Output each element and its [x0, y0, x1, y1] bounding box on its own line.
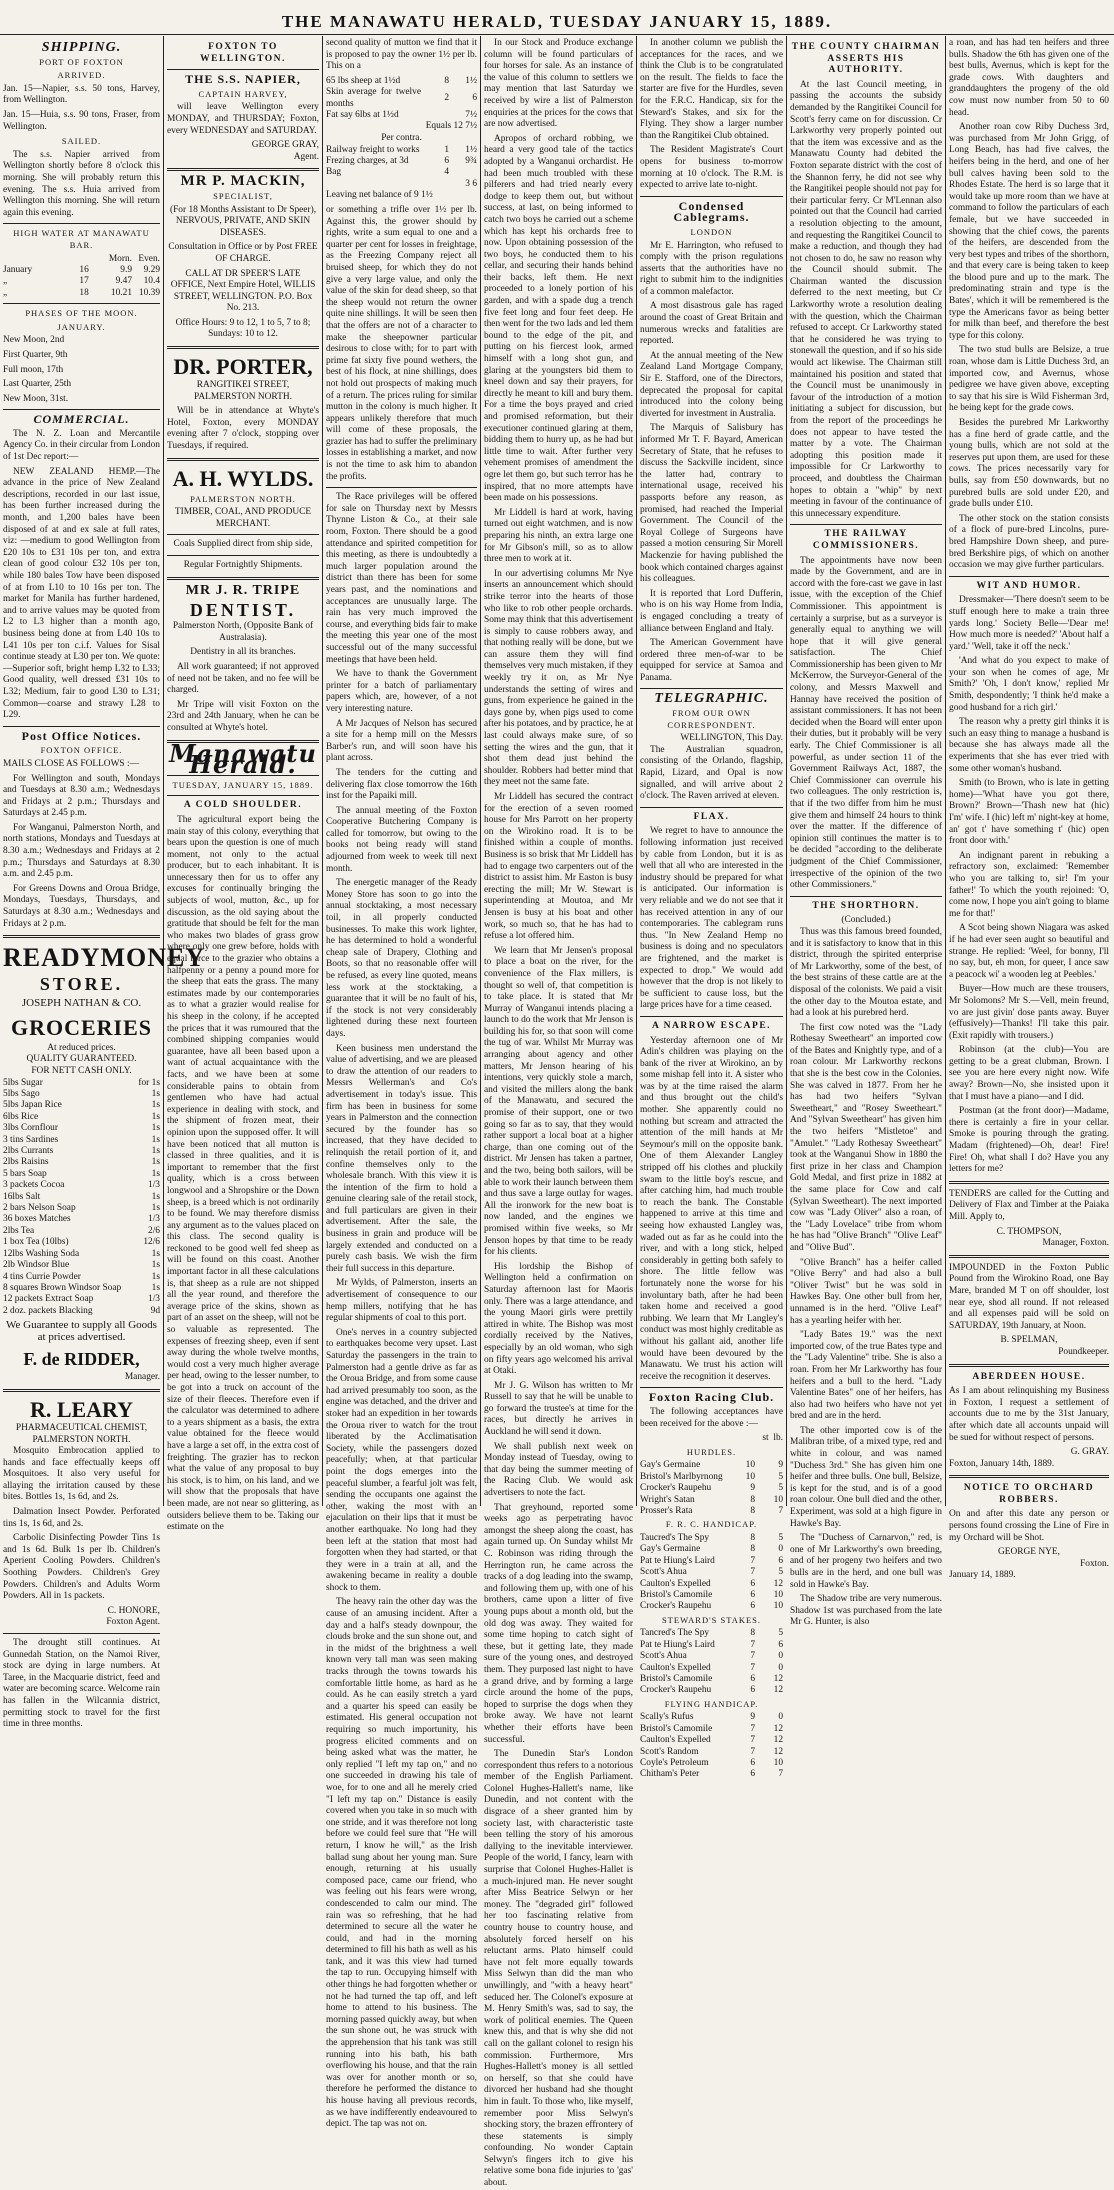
divider	[949, 576, 1109, 577]
wylds-town: PALMERSTON NORTH.	[190, 493, 296, 504]
paragraph: The other stock on the station consists of a flock of pure-bred Lincolns, pure-bred Hampshire Down sheep, and pure-bred Berkshire pigs, of which on another occasion we may give further particulars.	[949, 513, 1109, 571]
table-row: Fat say 6lbs at 1½d 7½	[326, 110, 477, 120]
mackin-title: SPECIALIST,	[213, 190, 273, 201]
paragraph: The drought still continues. At Gunnedah Station, on the Namoi River, stock are dying in large numbers. At Taree, in the Macquarie district, feed and water are becoming scarce. Welcome rain has fallen in the Wilcannia district, permitting stock to travel for the first time in three months.	[3, 1638, 160, 1730]
column-5	[637, 36, 786, 1780]
tripe-name: MR J. R. TRIPE	[185, 582, 301, 598]
divider	[3, 223, 160, 224]
table-row: Prosser's Rata 8 7	[640, 1505, 783, 1516]
chemist-town: PALMERSTON NORTH.	[32, 1434, 131, 1445]
table-row: 5lbs Japan Rice 1s	[3, 1100, 160, 1111]
paragraph: a roan, and has had ten heifers and three bulls. Shadow the 6th has given one of the best bulls, Avernus, which is kept for the grade cows. With daughters and granddaughters the progeny of the old cow must now number from 50 to 60 head.	[949, 38, 1109, 118]
paragraph: The agricultural export being the main stay of this colony, everything that bears upon the question is one of much moment, not only to the actual producer, but to each inhabitant. It is unnecessary then for us to offer any excuses for continually bringing the subjects of wool, mutton, &c., up for discussion, as the old saying about the gratitude that should be felt for the man who makes two blades of grass grow where only one grew before, holds with equal force to the grazier who obtains a halfpenny or a penny a pound more for the sheep that eats the grass. The many estimates made by our contemporaries as to what a grazier would realise for his sheep in the colony, if he accepted the prices that it was rumoured that the combined shipping companies would guarantee, have all been based upon a want of actual acquaintance with the facts, and we have been at some considerable pains to obtain from gentlemen who have had actual experience in dealing with stock, and the shipment of frozen meat, their opinion upon the supposed offer. It will have been noticed that all mutton is classed in three qualities, and it is important to remember that the first quality, which is a cross between longwool and a Shropshire or the Down sheep, is a breed which is not ordinarily to be found. We may therefore dismiss any argument as to the values placed on this class. The second quality is reckoned to be good well fed sheep as will be found on this coast. Another important factor in all these calculations is, that sheep as a rule are not shipped all the year round, and therefore the average price of the skins, shown as part of an asset on the sheep, will not be so valuable as represented. The expenses of freezing sheep, even if sent away during the whole twelve months, would cost a very much higher average per head, owing to the lesser number, to be got into a truck on account of the size of their fleeces. Therefore even if the calculator was determined to adhere to a years shipment as a basis, the extra value obtained for the fleece would have a large a set off, in the extra cost of freighting. The grazier has to reckon what the value of any proposal to buy his stock, is to him, on his land, and we will show that the proposals that have been made, are not near so glittering, as outsiders believe them to be. Taking our estimate on the	[167, 814, 319, 1533]
divider	[167, 795, 319, 796]
herald-nameplate: Manawatu Herald.	[169, 738, 317, 780]
column-4	[481, 36, 636, 2189]
paragraph: The American Government have ordered three men-of-war to be equipped for service at Samoa and Panama.	[640, 638, 783, 683]
leary-name: R. LEARY	[29, 1396, 134, 1422]
paragraph: second quality of mutton we find that it is proposed to pay the owner 1½ per lb. This on a	[326, 38, 477, 72]
table-row: 5lbs Sugar for 1s	[3, 1077, 160, 1088]
table-row: 12 packets Extract Soap 1/3	[3, 1294, 160, 1305]
concluded-label: (Concluded.)	[841, 915, 891, 926]
divider	[640, 807, 783, 808]
paragraph: Apropos of orchard robbing, we heard a very good tale of the tactics adopted by a Wanganui orchardist. He had been much troubled with these pilferers and had tried nearly every dodge to keep them out, but without success, at last, on being informed to catch two boys he carried out a scheme which has kept his orchards free to now. Upon obtaining possession of the two boys, he conducted them to his cellar, and securing their hands behind their backs, left them. He next proceeded to a lonely portion of his garden, and with a spade dug a trench five feet long and four feet deep. He then went for the two lads and led them bound to the edge of the pit, and putting on his fiercest look, armed himself with a long shot gun, and glaring at the youngsters bid them to kneel down and say their prayers, for directly he meant to kill and bury them. For a time the boys prayed and cried and promised reformation, but their executioner continued glaring at them, bidding them to hurry up, as he had but little time to wait. After further very vehement promises of amendment the ogre let them go, but such terror has he inspired, that no more attempts have been made on his possessions.	[484, 133, 633, 504]
nye-date: January 14, 1889.	[949, 1570, 1016, 1581]
nett-line: FOR NETT CASH ONLY.	[31, 1066, 132, 1076]
table-row: 2lbs Tea 2/6	[3, 1225, 160, 1236]
paragraph: Keen business men understand the value of advertising, and we are pleased to draw the attention of our readers to Messrs Wellerman's and Co's advertisement in today's issue. This firm has been in business for some years in Palmerston and the connection secured by the founder has so increased, that they have decided to relinquish the retail portion of it, and confine themselves only to the wholesale branch. With this view it is the intention of the firm to hold a genuine clearing sale of the retail stock, and full particulars are given in their advertisement. After the sale, the business in grain and produce will be largely extended and conducted on a purely cash basis. We wish the firm their full success in this departure.	[326, 1043, 477, 1274]
paragraph: Dentistry in all its branches.	[190, 647, 296, 658]
list-item: Last Quarter, 25th	[3, 379, 72, 390]
table-row: Pat te Hiung's Laird 7 6	[640, 1555, 783, 1566]
table-row: 2lb Windsor Blue 1s	[3, 1260, 160, 1271]
divider	[3, 303, 160, 304]
paragraph: Mr Liddell is hard at work, having turned out eight watchmen, and is now preparing his ninth, an extra large one for Mr Gibson's mill, so as to allow three men to work at it.	[484, 507, 633, 565]
edition-date: TUESDAY, JANUARY 15, 1889.	[172, 779, 314, 790]
paragraph: One's nerves in a country subjected to earthquakes become very upset. Last Saturday the passengers in the train to Palmerston had a gentle drive as far as the Oroua Bridge, and from some cause had arrived presumably too soon, as the engine was detached, and the driver and stoker had an expedition in her towards the Oroua river to watch for the trout liberated by the Acclimatisation Society, while the passengers dozed peacefully; when, at that particular point the dogs emerges into the peaceful slumber, a fearful jolt was felt, sending the occupants one against the other, waking the most with an ejaculation on their lips that it must be another earthquake. No long had they been left at the station that most had forgotten when they had started, or that they were in a train at all, and the awakening became in reality a double shock to them.	[326, 1327, 477, 1593]
flying-table	[640, 1712, 783, 1780]
arrived-heading: ARRIVED.	[57, 70, 106, 81]
table-row: January 16 9.9 9.29	[3, 264, 160, 275]
paragraph: On and after this date any person or persons found crossing the Line of Fire in my Orchard will be Shot.	[949, 1509, 1109, 1543]
paragraph: Mr Tripe will visit Foxton on the 23rd and 24th January, when he can be consulted at Whyte's hotel.	[167, 699, 319, 733]
paragraph: The annual meeting of the Foxton Cooperative Butchering Company is called for tomorrow, but owing to the books not being ready will stand adjourned from week to week till next month.	[326, 805, 477, 874]
table-row: 2 doz. packets Blacking 9d	[3, 1305, 160, 1316]
porter-name: DR. PORTER,	[173, 354, 313, 380]
table-row: Chitham's Peter 6 7	[640, 1769, 783, 1780]
table-row: 8 squares Brown Windsor Soap 1s	[3, 1282, 160, 1293]
stewards-table	[640, 1628, 783, 1696]
divider	[167, 346, 319, 349]
table-row: 2lbs Currants 1s	[3, 1146, 160, 1157]
gray-title: Agent.	[293, 151, 319, 162]
paragraph: Consultation in Office or by Post FREE OF CHARGE.	[168, 242, 318, 264]
table-row: Scott's Ahua 7 5	[640, 1567, 783, 1578]
manager-label: Manager.	[124, 1372, 160, 1383]
sailed-heading: SAILED.	[61, 136, 102, 147]
table-row: 12lbs Washing Soda 1s	[3, 1248, 160, 1259]
wylds-name: A. H. WYLDS.	[172, 465, 314, 491]
telegraphic-heading: TELEGRAPHIC.	[654, 691, 769, 707]
chemist-title: PHARMACEUTICAL CHEMIST,	[15, 1422, 148, 1433]
list-item: First Quarter, 9th	[3, 349, 68, 360]
nye-town: Foxton.	[1080, 1558, 1109, 1569]
stewards-heading: STEWARD'S STAKES.	[661, 1614, 762, 1625]
paragraph: (For 18 Months Assistant to Dr Speer), NERVOUS, PRIVATE, AND SKIN DISEASES.	[169, 204, 317, 238]
table-row: 16lbs Salt 1s	[3, 1191, 160, 1202]
divider	[640, 196, 783, 197]
shipping-heading: SHIPPING.	[41, 40, 122, 55]
masthead: THE MANAWATU HERALD, TUESDAY JANUARY 15, 1889.	[281, 12, 833, 31]
paragraph: The reason why a pretty girl thinks it is such an easy thing to manage a husband is because she has always made all the experiments that she has ever tried with some other woman's husband.	[949, 717, 1109, 774]
paragraph: At the last Council meeting, in passing the accounts the subsidy demanded by the Rangitikei Council for Scott's ferry came on for discussion. Cr Larkworthy very properly pointed out that the item was excessive and as the Manawatu County had debited the Foxton separate district with the cost of the Shannon ferry, he did not see why the Rangitikei people should not pay for their particular ferry. Cr M'Lennan also pointed out that the Council had carried a resolution objecting to the amount, and requesting the Rangitikei Council to make a reduction, and though they had not chosen to do, he saw no reason why the Council should submit. The Chairman wanted the discussion deferred to the next meeting, but Cr Larkworthy wrote a resolution dealing with the question, which the Chairman refused to accept. Cr Larkworthy stated that he considered he was trying to stonewall the question, and if so his side would act likewise. The Chairman still maintained his position and stated that the Council must be unanimously in favour of the introduction of a motion initiating a subject for discussion, but from the report of the proceedings he does not appear to have tested the matter by a vote. The Chairman adopting this position made it impossible for Cr Larkworthy to proceed, and doubtless the Chairman hopes to obtain a "whip" by next meeting in favour of the continuance of this unnecessary expenditure.	[790, 79, 942, 519]
balance-line: Leaving net balance of 9 1½	[326, 190, 433, 201]
store-title: STORE.	[39, 974, 124, 995]
paragraph: NEW ZEALAND HEMP.—The advance in the price of New Zealand descriptions, recorded in our last issue, has been further increased during the month, and 1,200 bales have been disposed of at and ex sale at full rates, viz: —medium to good Wellington from £20 10s to £31 10s per ton, and extra clean of good colour £32 10s per ton, while 180 bales Tow have been disposed of at from L10 to 10 16s per ton. The market for Manila has further hardened, and to arrive values may be quoted from L2 to L3 higher than a month ago, business being done at from L40 10s to L41 10s per ton c.i.f. Values for Sisal continue steady at L30 per ton. We quote: —Superior soft, bright hemp L32 to L33; Good quality, well dressed £31 10s to L32; Medium, fair to good L30 to L31; Common—coarse and strawy L28 to L29.	[3, 466, 160, 721]
paragraph: The first cow noted was the "Lady Rothesay Sweetheart" an imported cow of the Bates and Knightly type, and of a roan colour. Mr Larkworthy reckons that she is the best cow in the Colonies. She was calved in 1877. From her he has had two heifers "Sylvan Sweetheart," and "Rosey Sweetheart." And "Sylvan Sweetheart" has given him the two heifers "Mistletoe" and "Amulet." "Lady Rothesay Sweetheart" took at the Wanganui Show in 1880 the first prize in her class and Champion Gold Medal, and first prize in 1882 at the same place for Cow and calf (Sylvan Sweetheart). The next imported cow was "Lady Oliver" also a roan, of the "Lady Lovelace" tribe from whom he has had "Olive Branch" "Olive Leaf" and "Olive Bud".	[790, 1022, 942, 1253]
divider	[949, 1255, 1109, 1258]
timber-line: TIMBER, COAL, AND PRODUCE MERCHANT.	[174, 507, 312, 529]
arrival-entry: Jan. 15—Huia, s.s. 90 tons, Fraser, from Wellington.	[3, 109, 160, 132]
frc-table	[640, 1533, 783, 1613]
divider	[167, 555, 319, 556]
table-row: Gay's Germaine 8 0	[640, 1544, 783, 1555]
impounded-notice: IMPOUNDED in the Foxton Public Pound from the Wirokino Road, one Bay Mare, branded M T on off shoulder, lost near eye, shod all round. If not released and all expenses paid will be sold on SATURDAY, 19th January, at Noon.	[949, 1262, 1109, 1331]
napier-heading: THE S.S. NAPIER,	[185, 72, 301, 87]
paragraph: As I am about relinquishing my Business in Foxton, I request a settlement of accounts due to me by the 31st January, after which date all accounts unpaid will be sued for without respect of persons.	[949, 1386, 1109, 1443]
paragraph: will leave Wellington every MONDAY, and THURSDAY; Foxton, every WEDNESDAY and SATURDAY.	[167, 102, 319, 136]
flax-heading: FLAX.	[693, 811, 730, 822]
paragraph: Mr E. Harrington, who refused to comply with the prison regulations asserts that the authorities have no right to submit him to the indignities of a common malefactor.	[640, 240, 783, 297]
paragraph: Dressmaker—'There doesn't seem to be stuff enough here to make a train three yards long.' Society Belle—'Dear me! How much more is needed?' 'About half a yard.' 'Well, take it off the neck.'	[949, 595, 1109, 652]
paragraph: It is reported that Lord Dufferin, who is on his way Home from India, is engaged concluding a treaty of alliance between England and Italy.	[640, 588, 783, 634]
paragraph: Besides the purebred Mr Larkworthy has a fine herd of grade cattle, and the young bulls, which are not sold at the reserves put upon them, are used for these cows. The prices necessarily vary for bulls, say from £50 downwards, but no purebred bulls are sold under £20, and grade bulls under £10.	[949, 418, 1109, 510]
table-row: Bristol's Camomile 6 10	[640, 1589, 783, 1600]
high-water-heading: HIGH WATER AT MANAWATU BAR.	[13, 228, 150, 250]
table-row: 2 bars Nelson Soap 1s	[3, 1203, 160, 1214]
paragraph: "Olive Branch" has a heifer called "Olive Berry" and had also a bull "Oliver Twist" but he was sold in Hawkes Bay. One other bull from her, unnamed is in the herd. "Olive Leaf" has a yearling heifer with her.	[790, 1257, 942, 1326]
thompson-title: Manager, Foxton.	[1042, 1238, 1109, 1249]
paragraph: The Resident Magistrate's Court opens for business to-morrow morning at 10 o'clock. The R.M. is expected to arrive late to-night.	[640, 145, 783, 191]
readymoney-title: READYMONEY	[3, 943, 206, 973]
paragraph: For Wanganui, Palmerston North, and north stations, Mondays and Tuesdays at 8.30 a.m.; Wednesdays and Fridays at 2 p.m.; Thursdays and Saturdays at 8.30 a.m. and 2.45 p.m.	[3, 822, 160, 880]
hurdles-table	[640, 1460, 783, 1517]
correspondent-line: FROM OUR OWN CORRESPONDENT.	[667, 708, 756, 730]
table-row: Gay's Germaine 10 9	[640, 1460, 783, 1471]
column-6	[787, 36, 945, 1628]
dentist-title: DENTIST.	[189, 600, 297, 621]
groceries-table	[3, 1078, 160, 1318]
paragraph: All work guaranteed; if not approved of need not be taken, and no fee will be charged.	[167, 661, 319, 696]
paragraph: MAILS CLOSE AS FOLLOWS :—	[3, 758, 139, 769]
table-row: 2lbs Raisins 1s	[3, 1157, 160, 1168]
moon-month: JANUARY.	[57, 321, 106, 332]
list-item: New Moon, 31st.	[3, 393, 69, 404]
paragraph: For Wellington and south, Mondays and Tuesdays at 8.30 a.m.; Wednesdays and Fridays at 2 p.m.; Thursdays and Saturdays at 2.45 p.m.	[3, 773, 160, 819]
table-row: Bristol's Marlbyrnong 10 5	[640, 1471, 783, 1482]
column-3	[323, 36, 480, 2130]
paragraph: The following acceptances have been received for the above :—	[640, 1406, 783, 1429]
post-office-subheading: FOXTON OFFICE.	[40, 745, 123, 756]
mutton-table	[326, 76, 477, 122]
equals-line: Equals 12 7½	[425, 121, 477, 132]
honore-title: Foxton Agent.	[106, 1617, 160, 1628]
table-row: Railway freight to works 1 1½	[326, 144, 477, 155]
paragraph: The Marquis of Salisbury has informed Mr T. F. Bayard, American Secretary of State, that he refuses to discuss the Sackville incident, since the latter had, contrary to international usage, received his passports before any reason, as promised, had reached the Imperial Government. The Council of the Royal College of Surgeons have passed a motion censuring Sir Morell Mackenzie for having published the book which contained charges against his colleagues.	[640, 423, 783, 585]
railway-heading: THE RAILWAY COMMISSIONERS.	[812, 529, 920, 551]
racing-heading: Foxton Racing Club.	[648, 1390, 775, 1405]
table-row: Coyle's Petroleum 6 10	[640, 1758, 783, 1768]
paragraph: The energetic manager of the Ready Money Store has soon to go into the annual stocktaking, a most necessary toil, in all properly conducted businesses. To make this work lighter, he has determined to hold a wonderful cheap sale of Drapery, Clothing and Boots, so that no reasonable offer will be refused, as every line quoted, means less work at the stocktaking, a guarantee that it will be no fault of his, if the stock is not very considerably lightened during these next fourteen days.	[326, 878, 477, 1039]
divider	[167, 458, 319, 461]
paragraph: Another roan cow Riby Duchess 3rd, was purchased from Mr John Grigg, of Long Beach, has had five calves, the heifers being in the herd, and one of her bull calves having been sold to the Rhodes Estate. The herd is so large that it would take up more room than we have at command to follow the particulars of each female, but we have succeeded in showing that the chief cows, the parents of the heifers, are descended from the very best types and tribes of the shorthorn, and that every care is being taken to keep the blood pure and up to the mark. The predominating strain and type is the Bates', which it will be remembered is the type the Americans favor as being better for milk than beef, and therefore the best type for this colony.	[949, 122, 1109, 341]
paragraph: The Dunedin Star's London correspondent thus refers to a notorious member of the English Parliament. Colonel Hughes-Hallett's name, like Dunedin, and not content with the disgrace of a sheer granted him by society last, with characteristic taste been telling the story of his amorous dallying to the inevitable interviewer. People of the world, I fancy, learn with surprise that Colonel Hughes-Hallet is a much-injured man. He never sought after Miss Beatrice Selwyn or her money. The "degraded girl" followed her too fascinating relative from country house to country house, and absolutely forced herself on his reluctant arms. Plato himself could have not felt more equally towards Miss Selwyn than did the man who unwillingly, and "with a heavy heart" seduced her. The Colonel's exposure at M. Henry Smith's was, sad to say, the work of political enemies. The Queen knew this, and that is why she did not call on the gallant colonel to resign his commission. Furthermore, Mrs Hughes-Hallett's money is all settled on herself, so that she could have divorced her husband had she thought him in fault. To those who, like myself, remember poor Miss Selwyn's shocking story, the brazen effrontery of these statements is simply confounding. No wonder Captain Selwyn's fingers itch to give his relative some bona fide injuries to 'gas' about.	[484, 1749, 633, 2189]
regular-line: Regular Fortnightly Shipments.	[183, 560, 303, 570]
table-row: 3 packets Cocoa 1/3	[3, 1180, 160, 1191]
column-1	[0, 36, 206, 1730]
table-row: 4 tins Currie Powder 1s	[3, 1271, 160, 1282]
escape-heading: A NARROW ESCAPE.	[651, 1020, 772, 1031]
paragraph: For Greens Downs and Oroua Bridge, Mondays, Tuesdays, Thursdays, and Saturdays at 8.30 a.m.; Wednesdays and Fridays at 2 p.m.	[3, 883, 160, 929]
divider	[3, 409, 160, 410]
table-row: Scott's Ahua 7 0	[640, 1651, 783, 1662]
paragraph: 'And what do you expect to make of your son when he comes of age, Mr Smith?' 'Oh, I don't know,' replied Mr Smith, despondently; 'I think he'd make a good husband for a rich girl.'	[949, 656, 1109, 713]
table-row: Scally's Rufus 9 0	[640, 1712, 783, 1723]
table-row: Taucred's The Spy 8 5	[640, 1532, 783, 1543]
charges-table	[326, 145, 477, 179]
paragraph: Yesterday afternoon one of Mr Adin's children was playing on the bank of the river at Wirokino, an by some mishap fell into it. A sister who was by at the time raised the alarm and thus brought out the child's mother. She apparently could no nothing but scream and attracted the attention of the mill hands at Mr Seymour's mill on the opposite bank. One of them Alexander Langley stripped off his clothes and pluckily swam to the little boy's rescue, and after catching him, had much trouble to reach the bank. The Constable happened to arrive at this time and seeing how exhausted Langley was, waded out as far as he could into the river, and with a long stick, helped considerably in getting both safely to shore. The little fellow was fortunately none the worse for his involuntary bath, after he had been taken home and received a good rubbing. We learn that Mr Langley's conduct was most highly creditable as without his gallant aid, another life would have been devoured by the Manawatu. We trust his action will receive the recognition it deserves.	[640, 1035, 783, 1382]
table-row: Caulton's Expelled 7 0	[640, 1662, 783, 1673]
cold-shoulder-heading: A COLD SHOULDER.	[183, 800, 303, 811]
table-row: Frezing charges, at 3d 6 9¾	[326, 156, 477, 166]
paragraph: The tenders for the cutting and delivering flax close tomorrow the 16th inst for the Papaiki mill.	[326, 767, 477, 802]
paragraph: The other imported cow is of the Malibran tribe, of a mixed type, red and white in colour, and was named "Duchess 3rd." She has given him one heifer and three bulls. One bull, Belsize, is kept for the stud, and is of a good roan colour. One bull died and the other, Experiment, was sold at a high figure in Hawke's Bay.	[790, 1425, 942, 1529]
paragraph: In another column we publish the acceptances for the races, and we think the Club is to be congratulated on the result. The fields to face the starter are five for the Hurdles, seven for the F.R.C. Handicap, six for the Steward's Stakes, and six for the Flying. They show a larger number than the Rangitikei Club obtained.	[640, 38, 783, 141]
spelman-title: Poundkeeper.	[1058, 1346, 1109, 1357]
paragraph: In our Stock and Produce exchange column will be found particulars of four horses for sale. As an instance of the value of this column to settlers we may mention that last Saturday we received by wire a list of Palmerston enquiries at the prices for the cows that are now advertised.	[484, 38, 633, 130]
table-row: Bristol's Camomile 7 12	[640, 1723, 783, 1734]
paragraph: We shall publish next week on Monday instead of Tuesday, owing to that day being the summer meeting of the Racing Club. We would ask advertisers to note the fact.	[484, 1441, 633, 1499]
paragraph: The Race privileges will be offered for sale on Thursday next by Messrs Thynne Liston & Co., at their sale room, Foxton. There should be a good attendance and spirited competition for this meeting, as there is undoubtedly a much larger population around the district than there has been for some years past, and the nominations and acceptances are unusually large. The rain has very much improved the course, and everything bids fair to make the meeting this year one of the most successful out of the many successful meetings that have been held.	[326, 492, 477, 665]
divider	[640, 1387, 783, 1388]
paragraph: Carbolic Disinfecting Powder Tins 1s and 1s 6d. Bulk 1s per lb. Children's Aperient Cooling Powders. Children's Soothing Powders. Children's Grey Powders. Children's and Adults Worm Powders. All in 1s packets.	[3, 1533, 160, 1602]
table-row: 6lbs Rice 1s	[3, 1111, 160, 1122]
paragraph: The two stud bulls are Belsize, a true roan, whose dam is Little Duchess 3rd, an imported cow, and Avernus, whose pedigree we have given above, excepting to say that his sire is Wild Fisherman 3rd, he being kept for the grade cows.	[949, 345, 1109, 414]
divider	[949, 1181, 1109, 1184]
paragraph: Palmerston North, (Opposite Bank of Australasia).	[172, 621, 314, 643]
table-row: Tancred's The Spy 8 5	[640, 1628, 783, 1639]
paragraph: We learn that Mr Jensen's proposal to place a boat on the river, for the convenience of the Flax millers, is thought so well of, that competition is to take place. It is stated that Mr Murray of Wanganui intends placing a launch to do the work that Mr Jenson is building his for, so that soon will come the tug of war. Whilst Mr Murray was arranging about agency and other matters, Mr Jenson hearing of his intentions, very quickly stole a march, and visited the millers along the bank of the Manawatu, and secured the promise of their support, one or two going so far as to say, that they would rather support a local boat at a higher charge, than one coming out of the district. Mr Jensen has taken a partner, and the two, being both sailors, will be able to work their launch between them and thus save a large outlay for wages. All the ironwork for the new boat is now landed, and the engines we promised within five weeks, so Mr Jenson hopes by that time to be ready for his clients.	[484, 945, 633, 1258]
reduced-line: At reduced prices.	[47, 1042, 116, 1053]
table-row: Caulton's Expelled 6 12	[640, 1578, 783, 1589]
paragraph: A Mr Jacques of Nelson has secured a site for a hemp mill on the Messrs Barber's run, and will soon have his plant across.	[326, 718, 477, 764]
divider	[790, 896, 942, 897]
list-item: Full moon, 17th	[3, 364, 64, 375]
london-heading: LONDON	[690, 226, 733, 237]
table-row: Crocker's Raupehu 9 5	[640, 1483, 783, 1494]
table-row: 5 bars Soap 1s	[3, 1168, 160, 1179]
column-2	[164, 36, 322, 1533]
aberdeen-heading: ABERDEEN HOUSE.	[972, 1371, 1086, 1382]
table-row: 1 box Tea (10lbs) 12/6	[3, 1237, 160, 1248]
paragraph: CALL AT DR SPEER'S LATE OFFICE, Next Empire Hotel, WILLIS STREET, WELLINGTON. P.O. Box No. 213.	[170, 268, 316, 314]
divider	[167, 69, 319, 70]
table-row: Pat te Hiung's Laird 7 6	[640, 1639, 783, 1650]
sailed-text: The s.s. Napier arrived from Wellington shortly before 8 o'clock this morning. She will probably return this evening. The s.s. Huia arrived from Wellington this morning. She will return again this evening.	[3, 149, 160, 218]
paragraph: Smith (to Brown, who is late in getting home)—'What have you got there, Brown?' Brown—'Thash new hat (hic) I'm' wife. I (hic) left m' night-key at home, an' got t' have something t' (hic) open front door with.'	[949, 778, 1109, 847]
paragraph: An indignant parent in rebuking a refractory son, exclaimed: 'Remember who you are talking to, sir! I'm your father!' To which the youth rejoined: 'O, come now, I hope you ain't going to blame me for that!'	[949, 850, 1109, 919]
table-row: Crocker's Raupehu 6 12	[640, 1685, 783, 1696]
orchard-heading: NOTICE TO ORCHARD ROBBERS.	[963, 1483, 1095, 1505]
paragraph: We have to thank the Government printer for a batch of parliamentary papers which, are, however, of a not very interesting nature.	[326, 669, 477, 714]
paragraph: The N. Z. Loan and Mercantile Agency Co. in their circular from London of 1st Dec report:—	[3, 428, 160, 463]
table-row: Scott's Random 7 12	[640, 1746, 783, 1757]
frc-heading: F. R. C. HANDICAP.	[665, 1519, 758, 1530]
divider	[167, 534, 319, 535]
wit-heading: WIT AND HUMOR.	[976, 580, 1082, 591]
paragraph: Buyer—How much are these trousers, Mr Solomons? Mr S.—Vell, mein freund, vo are just givin' dose pants away. Buyer (effusively)—Thanks! I'll take this pair. (Exit rapidly with trousers.)	[949, 984, 1109, 1041]
list-item: New Moon, 2nd	[3, 335, 65, 346]
spelman-name: B. SPELMAN,	[1000, 1335, 1058, 1346]
table-row: 3 tins Sardines 1s	[3, 1134, 160, 1145]
dateline: WELLINGTON, This Day.	[680, 733, 783, 744]
paragraph: Mr J. G. Wilson has written to Mr Russell to say that he will be unable to go forward the trustee's at time for the races, but directly he arrives in Auckland he will send it down.	[484, 1380, 633, 1438]
paragraph: We regret to have to announce the following information just received by cable from London, but it is as well that all who are interested in the industry should be prepared for what is anticipated. Our information is very reliable and we do not see that it has received attention in any of our contemporaries. The cablegram runs thus. "In New Zealand Hemp no business is doing and no speculators are frightened, and the market is expected to drop." We would add however that the drop is not likely to be sufficient to cause loss, but the large prices have for a time ceased.	[640, 826, 783, 1011]
guarantee-line: We Guarantee to supply all Goods at prices advertised.	[6, 1319, 157, 1343]
table-row: Caulton's Expelled 7 12	[640, 1735, 783, 1746]
table-row: Bag 4	[326, 167, 449, 178]
commercial-heading: COMMERCIAL.	[33, 412, 130, 427]
divider	[949, 1475, 1109, 1478]
paragraph: Postman (at the front door)—Madame, there is certainly a fire in your cellar. Smoke is pouring through the grating. Madam (frightened)—Oh, dear! Fire! Fire! Oh, what shall I do? Have you any letters for me?	[949, 1106, 1109, 1175]
tide-table: Morn. Even. January 16 9.9 9.29 „ 17 9.47 10.4 „ 18 10.21 10.39	[3, 253, 160, 298]
table-row: 65 lbs sheep at 1½d 8 1½	[326, 75, 477, 86]
table-row: 5lbs Sago 1s	[3, 1089, 160, 1099]
cablegrams-heading: Condensed Cablegrams.	[673, 198, 750, 225]
divider	[3, 935, 160, 938]
paragraph: Thus was this famous breed founded, and it is satisfactory to know that in this district, through the spirited enterprise of Mr Larkworthy, some of the best, of the best strains of these cattle are at the disposal of the colonists. We paid a visit the other day to the Moutoa estate, and had a look at his purebred herd.	[790, 926, 942, 1019]
table-row: Crocker's Raupehu 6 10	[640, 1601, 783, 1612]
divider	[3, 1389, 160, 1392]
paragraph: "Lady Bates 19." was the next imported cow, of the true Bates type and the "Lady Valentine" tribe. She is also a roan. From her Mr Larkworthy has four heifers and a bull to the herd. "Lady Valentine Bates" one of her heifers, has also had two heifers who have not yet bred and are in the herd.	[790, 1330, 942, 1422]
port-heading: PORT OF FOXTON	[39, 56, 124, 67]
paragraph: Will be in attendance at Whyte's Hotel, Foxton, every MONDAY evening after 7 o'clock, stopping over Tuesdays, if required.	[167, 406, 319, 452]
paragraph: In our advertising columns Mr Nye inserts an announcement which should strike terror into the hearts of those who like to rob other people orchards. Some may think that this advertisement is simply to cause robbers away, and that nothing really will be done, but we can assure them they will find themselves very much mistaken, if they weekly try it on, as Mr Nye understands the setting of wires and guns, from experience he gained in the days gone by, when pigs used to come after his potatoes, and by practice, he at last could always make sure, of so setting the wires and the gun, that it shot them dead just behind the shoulder. Robbers had better mind that they meet not the same fate.	[484, 568, 633, 788]
coals-line: Coals Supplied direct from ship side,	[173, 539, 313, 550]
divider	[790, 524, 942, 525]
ridder-name: F. de RIDDER,	[23, 1349, 140, 1370]
table-row: 36 boxes Matches 1/3	[3, 1214, 160, 1225]
hurdles-heading: HURDLES.	[686, 1446, 737, 1457]
napier-captain: CAPTAIN HARVEY,	[198, 88, 288, 99]
paragraph: Mr Liddell has secured the contract for the erection of a seven roomed house for Mrs Parrott on her property on the Wirokino road. It is to be finished within a couple of months. Business is so brisk that Mr Liddell has had to engage two carpenters out of the district to assist him. Mr Easton is busy erecting the mill; Mr W. Stewart is superintending at Moutoa, and Mr Jensen is busy at his boat and other work, so much so, that he has had to refuse a lot offered him.	[484, 792, 633, 942]
shorthorn-heading: THE SHORTHORN.	[812, 900, 920, 911]
ftw-heading: FOXTON TO WELLINGTON.	[200, 42, 286, 64]
flying-heading: FLYING HANDICAP.	[664, 1698, 759, 1709]
paragraph: Dalmation Insect Powder. Perforated tins 1s, 1s 6d, and 2s.	[3, 1507, 160, 1529]
paragraph: Mr Wylds, of Palmerston, inserts an advertisement of consequence to our hemp millers, notifying that he has regular shipments of coal to this port.	[326, 1278, 477, 1324]
table-row: Skin average for twelve months 2 6	[326, 87, 477, 109]
paragraph: A Scot being shown Niagara was asked if he had ever seen aught so beautiful and strange. He replied: 'Weel, for bonny, I'll no say, but, eh mon, for queer, I ance saw a peacock wi' a wooden leg at Peebles.'	[949, 923, 1109, 980]
divider	[167, 577, 319, 580]
tenders-notice: TENDERS are called for the Cutting and Delivery of Flax and Timber at the Paiaka Mill. Apply to,	[949, 1188, 1109, 1222]
gray-date: Foxton, January 14th, 1889.	[949, 1458, 1055, 1469]
paragraph: RANGITIKEI STREET, PALMERSTON NORTH.	[194, 380, 292, 402]
nye-name: GEORGE NYE,	[998, 1547, 1060, 1558]
chairman-heading: THE COUNTY CHAIRMAN ASSERTS HIS AUTHORITY.	[791, 42, 941, 76]
arrival-entry: Jan. 15—Napier, s.s. 50 tons, Harvey, from Wellington.	[3, 83, 160, 106]
thompson-name: C. THOMPSON,	[996, 1226, 1062, 1237]
paragraph: The Shadow tribe are very numerous. Shadow 1st was purchased from the late Mr G. Hunter, is also	[790, 1594, 942, 1628]
paragraph: Robinson (at the club)—You are getting to be a great clubman, Brown. I see you are here every night now. Wife away? Brown—No, she insisted upon it that I must have a piano—and I did.	[949, 1045, 1109, 1102]
masthead-rule	[0, 34, 1114, 35]
paragraph: At the annual meeting of the New Zealand Land Mortgage Company, Sir E. Stafford, one of the Directors, deprecated the proposal for capital introduced into the colony being diverted for investment in Australia.	[640, 350, 783, 419]
stlb-header: st lb.	[762, 1433, 783, 1444]
paragraph: A most disastrous gale has raged around the coast of Great Britain and numerous wrecks and fatalities are reported.	[640, 301, 783, 347]
table-row: Bristol's Camomile 6 12	[640, 1673, 783, 1684]
contra-heading: Per contra.	[381, 133, 422, 143]
divider	[949, 1364, 1109, 1367]
paragraph: His lordship the Bishop of Wellington held a confirmation on Saturday afternoon last for Maoris only. There was a large attendance, and the young Maori girls were prettily attired in white. The Bishop was most cordially received by the Natives, especially by an old woman, who sigh on fifty years ago welcomed his arrival at Otaki.	[484, 1261, 633, 1377]
paragraph: The Australian squadron, consisting of the Orlando, flagship, Rapid, Lizard, and Opal is now signalled, and will arrive about 2 o'clock. The Raven arrived at eleven.	[640, 744, 783, 802]
divider	[3, 1633, 160, 1634]
joseph-nathan: JOSEPH NATHAN & CO.	[21, 997, 142, 1010]
paragraph: The "Duchess of Carnarvon," red, is one of Mr Larkworthy's own breeding, and of her progeny two heifers and two bulls are in the herd, and one bull was sold in Hawke's Bay.	[790, 1533, 942, 1590]
divider	[3, 726, 160, 727]
charges-total: 3 6	[465, 178, 477, 189]
paragraph: That greyhound, reported some weeks ago as perpetrating havoc amongst the sheep along the coast, has again turned up. On Sunday whilst Mr C. Robinson was riding through the Herrington run, he came across the tracks of a dog leading into the swamp, and following them up, with one of his brothers, came upon a litter of five young pups about a month old, but the old dog was away. They waited for some time hoping to catch sight of these, but it getting late, they made sure of the young ones, and destroyed them. They purposed last night to have a grand drive, and by forming a large circle around the home of the pups, hoped to surprise the dogs when they broke away. We have not learnt whether their efforts have been successful.	[484, 1502, 633, 1745]
mackin-heading: MR P. MACKIN,	[180, 173, 306, 190]
table-row: Wright's Satan 8 10	[640, 1494, 783, 1505]
table-row: „ 18 10.21 10.39	[3, 287, 160, 298]
paragraph: Mosquito Embrocation applied to hands and face effectually keeps off Mosquitoes. It also very useful for allaying the irritation caused by these bites. Bottles 1s, 1s 6d, and 2s.	[3, 1446, 160, 1503]
groceries-title: GROCERIES	[10, 1014, 153, 1040]
table-row: 3lbs Cornflour 1s	[3, 1123, 160, 1134]
divider	[640, 688, 783, 689]
honore-name: C. HONORE,	[107, 1605, 160, 1616]
table-row: „ 17 9.47 10.4	[3, 276, 160, 287]
column-7	[946, 36, 1112, 1581]
post-office-heading: Post Office Notices.	[21, 728, 142, 743]
gray-name: GEORGE GRAY,	[251, 140, 319, 151]
divider	[640, 1016, 783, 1017]
moon-heading: PHASES OF THE MOON.	[25, 308, 138, 319]
paragraph: The heavy rain the other day was the cause of an amusing incident. After a day and a half's steady downpour, the clouds broke and the sun shone out, and in the midst of the brightness a well known very tall man was seen making tracks through the towns towards his comfortable little home, as hard as he could. As he can easily stretch a yard and a quarter his speed can easily be estimated. His general occupation not requiring so much importunity, his progress elicited comments and on being asked what was the matter, he only replied "I left my tap on," and no one succeeded in drawing his tale of woe, for to one and all he merely cried "I left my tap on." Distance is easily covered when you take in so much with one stride, and it was therefore not long before we could feel sure that "He will return, I know he will," as the Irish ballad sung about her young man. Sure enough, returning at his usually composed pace, came our friend, who was feeling out his fears were wrong, condescended to calm our mind. The rain was so refreshing, that he had determined to secure all the water he could, and had in the morning determined to fill his bath as well as his tank, and it was this view had turned the tap to run. Occupying himself with other things he had forgotten whether or not he had turned the tap off, and left home to attend to his business. The morning passed quickly away, but when the sun shone out, he was struck with the apprehension that his tank was still running into his bath, his bath overflowing his house, and that the rain was over for another month or so, therefore he performed the distance to his house having all previous records, as we have indifferently endeavoured to depict. The tap was not on.	[326, 1597, 477, 2130]
quality-line: QUALITY GUARANTEED.	[26, 1054, 137, 1065]
paragraph: Office Hours: 9 to 12, 1 to 5, 7 to 8; Sundays: 10 to 12.	[175, 317, 311, 340]
paragraph: The appointments have now been made by the Government, and are in accord with the fore-cast we gave in last issue, with the exception of the Chief Commissioner. This appointment is certainly a surprise, but as a surveyor is generally equal to anything we will hope that it will give general satisfaction. The Chief Commissionership has been given to Mr McKerrow, the Surveyor-General of the colony, and Messrs Maxwell and Hannay have received the position of assistant commissioners. It has not been decided when the Board will enter upon their duties, but it probably will be very early. The Chief Commissioner is all powerful, as under section 11 of the Government Railways Act, 1887, the Chief Commissioner can overrule his two colleagues. The only restriction is, that if the two differ from him he must give them and himself 24 hours to think over the matter. If the difference of opinion still continues the matter is to be decided "according to the deliberate judgment of the Chief Commissioner, irrespective of the opinion of the two other Commissioners."	[790, 555, 942, 891]
ggray-name: G. GRAY.	[1070, 1447, 1109, 1458]
divider	[167, 168, 319, 171]
divider	[326, 487, 477, 488]
paragraph: or something a trifle over 1½ per lb. Against this, the grower should by rights, write a sum equal to one and a quarter per cent for losses in freightage, as the Freezing Company reject all bruised sheep, for which they do not give a very large value, and only the value of the skin for dead sheep, so that the sheep would not return the owner quite nine shillings. It will be seen then that the offers are not of a character to make the sheepowner particular desirous to close with; for to part with prime fat sixty five pound wethers, the best of his flock, at nine shillings, does not hold out prospects of making much of a return. The prices ruling for similar mutton in the colony is much higher. It appears unlikely therefore that much will come of these proposals, the grazier has had to suffer the preliminary losses in establishing a market, and now is not the time to ask him to abandon the profits.	[326, 205, 477, 482]
